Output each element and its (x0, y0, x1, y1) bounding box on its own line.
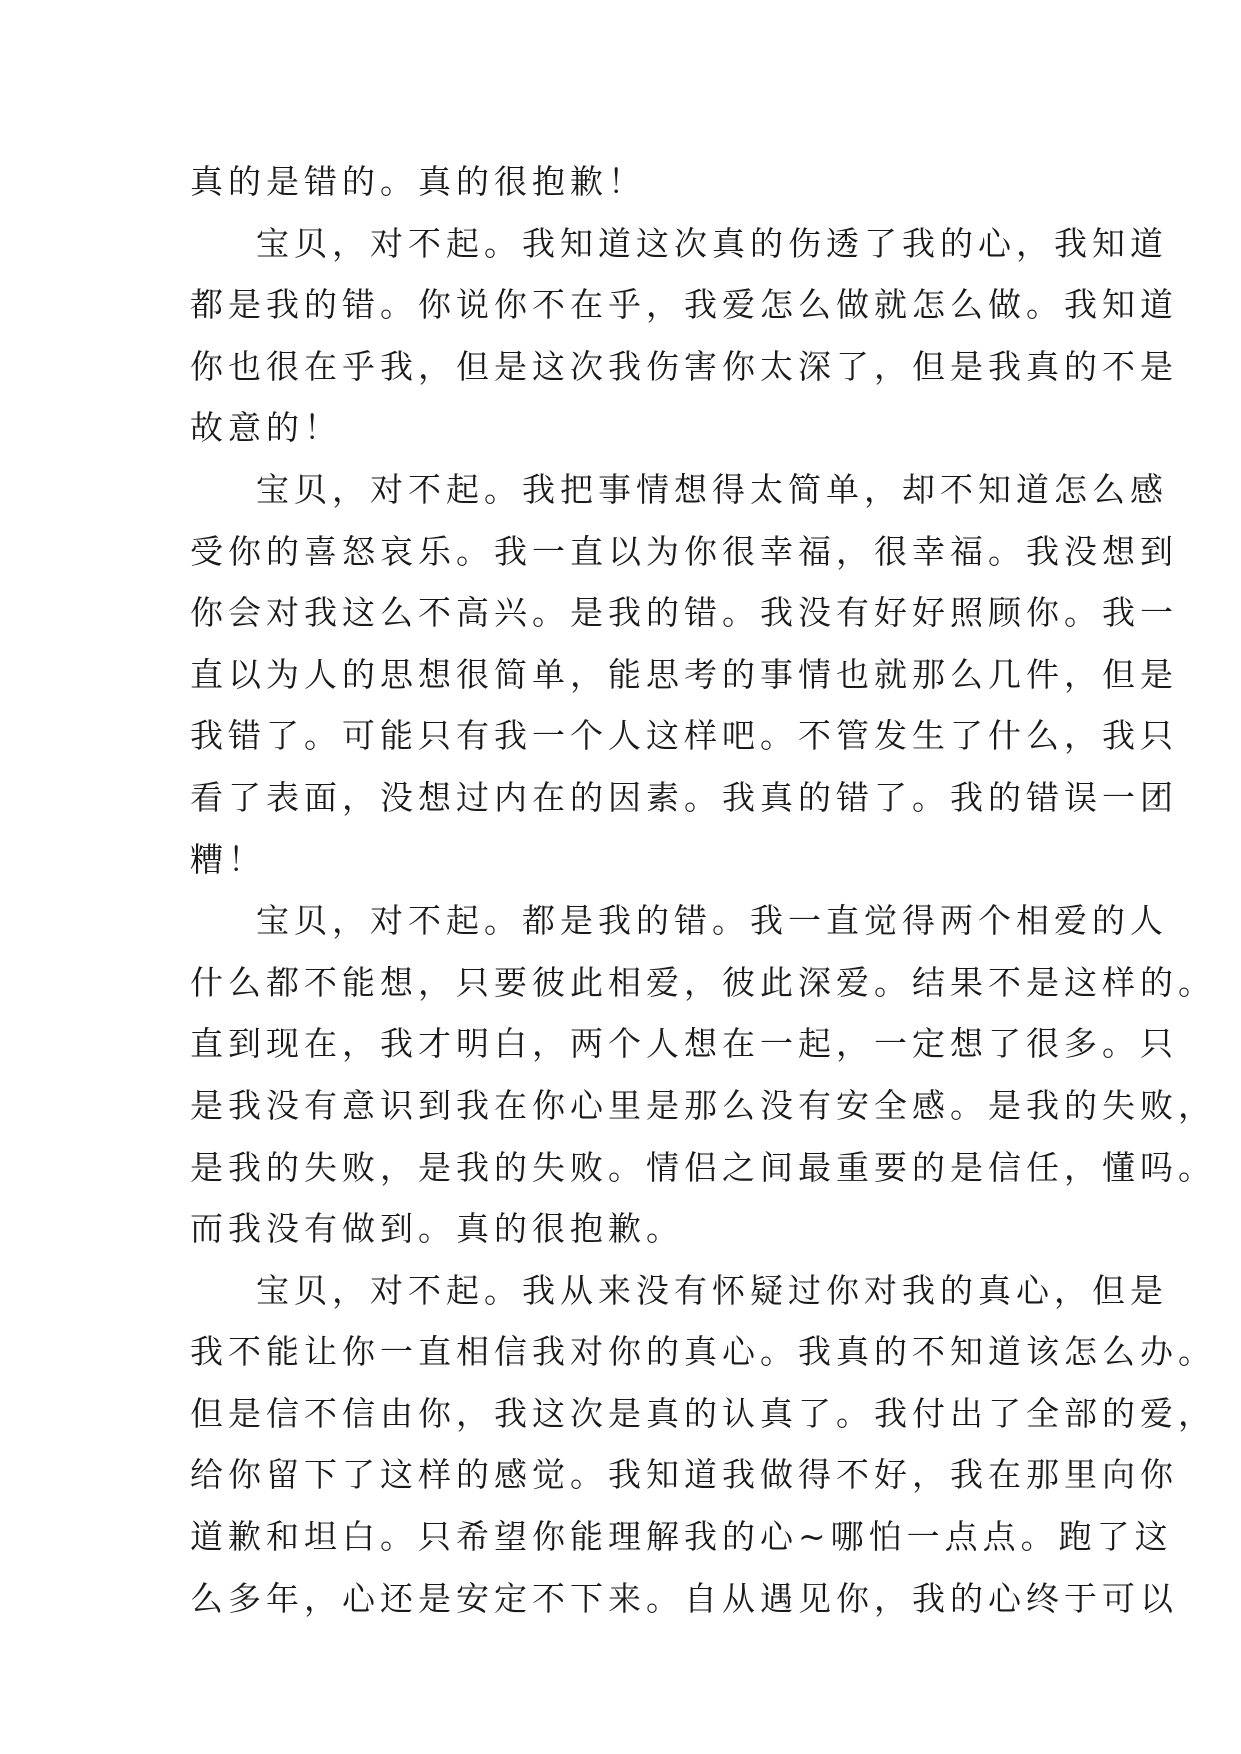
text-line: 是我的失败，是我的失败。情侣之间最重要的是信任，懂吗。 (190, 1147, 1216, 1187)
text-line: 我不能让你一直相信我对你的真心。我真的不知道该怎么办。 (190, 1332, 1216, 1372)
text-line: 真的是错的。真的很抱歉！ (190, 162, 646, 201)
text-line: 而我没有做到。真的很抱歉。 (190, 1209, 684, 1249)
text-line: 都是我的错。你说你不在乎，我爱怎么做就怎么做。我知道 (190, 285, 1178, 325)
text-line: 故意的！ (190, 408, 342, 448)
text-line: 但是信不信由你，我这次是真的认真了。我付出了全部的爱， (190, 1393, 1216, 1433)
text-line: 看了表面，没想过内在的因素。我真的错了。我的错误一团 (190, 777, 1178, 817)
body-text (190, 151, 1216, 1629)
text-line: 我错了。可能只有我一个人这样吧。不管发生了什么，我只 (190, 716, 1178, 756)
text-line: 宝贝，对不起。都是我的错。我一直觉得两个相爱的人 (256, 901, 1168, 941)
text-line: 什么都不能想，只要彼此相爱，彼此深爱。结果不是这样的。 (190, 962, 1216, 1002)
text-line: 直以为人的思想很简单，能思考的事情也就那么几件，但是 (190, 654, 1178, 694)
text-line: 是我没有意识到我在你心里是那么没有安全感。是我的失败， (190, 1085, 1216, 1125)
text-line: 你会对我这么不高兴。是我的错。我没有好好照顾你。我一 (190, 593, 1178, 633)
text-line: 宝贝，对不起。我把事情想得太简单，却不知道怎么感 (256, 469, 1168, 509)
text-line: 你也很在乎我，但是这次我伤害你太深了，但是我真的不是 (190, 346, 1178, 386)
text-line: 宝贝，对不起。我从来没有怀疑过你对我的真心，但是 (256, 1270, 1168, 1310)
text-line: 糟！ (190, 839, 266, 879)
text-line: 宝贝，对不起。我知道这次真的伤透了我的心，我知道 (256, 223, 1168, 263)
text-line: 受你的喜怒哀乐。我一直以为你很幸福，很幸福。我没想到 (190, 531, 1178, 571)
text-line: 直到现在，我才明白，两个人想在一起，一定想了很多。只 (190, 1024, 1178, 1064)
text-line: 么多年，心还是安定不下来。自从遇见你，我的心终于可以 (190, 1578, 1178, 1618)
text-line: 道歉和坦白。只希望你能理解我的心~哪怕一点点。跑了这 (190, 1517, 1173, 1557)
text-line: 给你留下了这样的感觉。我知道我做得不好，我在那里向你 (190, 1455, 1178, 1495)
